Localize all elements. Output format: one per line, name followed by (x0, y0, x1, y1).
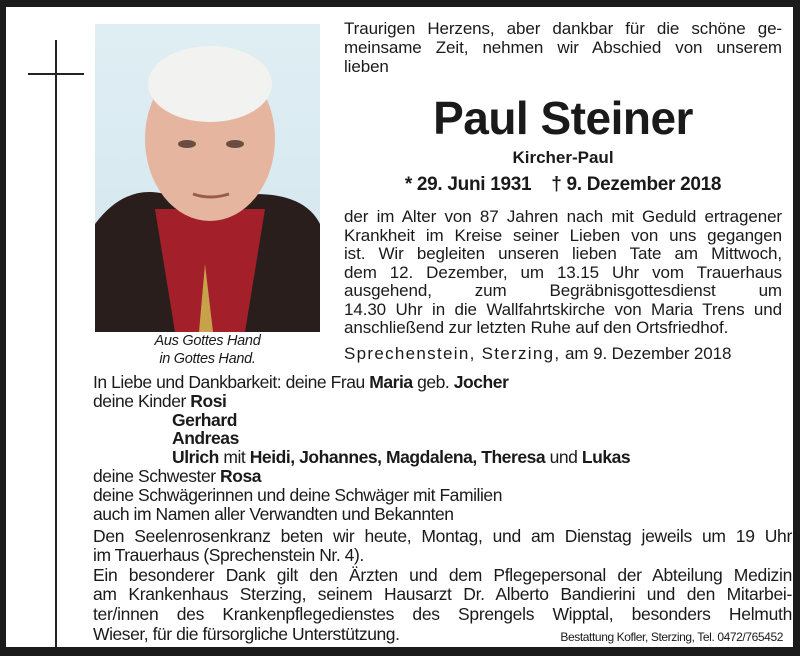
obituary-notice (6, 7, 793, 647)
family-line (93, 391, 226, 412)
text: und (545, 447, 582, 467)
grandchildren-names: Heidi, Johannes, Magdalena, Theresa (249, 447, 546, 467)
body-line: 14.30 Uhr in die Wallfahrtskirche von Maria Trens und (344, 300, 782, 319)
family-line (172, 428, 239, 449)
caption-line: in Gottes Hand. (159, 351, 256, 367)
body-line: anschließend zur letzten Ruhe auf den Ortsfriedhof. (344, 318, 729, 337)
family-line: auch im Namen aller Verwandten und Bekannten (93, 504, 454, 524)
text: deine Schwester (93, 466, 221, 486)
child-name: Andreas (172, 428, 239, 448)
child-name: Gerhard (172, 410, 237, 430)
family-line (93, 372, 508, 393)
body-line: der im Alter von 87 Jahren nach mit Geduld ertragener (344, 207, 782, 226)
body-line: dem 12. Dezember, um 13.15 Uhr vom Trauerhaus (344, 263, 782, 282)
date: am 9. Dezember 2018 (565, 344, 732, 363)
family-line (172, 447, 630, 468)
text: deine Kinder (93, 391, 191, 411)
place-date (344, 344, 782, 364)
intro-line: Traurigen Herzens, aber dankbar für die schöne ge- (344, 19, 782, 38)
thanks-line: am Krankenhaus Sterzing, seinem Hausarzt Dr. Alberto Bandierini und den Mitarbei- (93, 584, 792, 604)
undertaker-contact: Bestattung Kofler, Sterzing, Tel. 0472/765452 (560, 630, 783, 644)
rosary-line: Den Seelenrosenkranz beten wir heute, Montag, und am Dienstag jeweils um 19 Uhr (93, 526, 792, 546)
place: Sprechenstein, Sterzing, (344, 344, 561, 363)
birth-date: * 29. Juni 1931 (404, 174, 532, 195)
text: geb. (412, 372, 454, 392)
child-name: Ulrich (172, 447, 219, 467)
thanks-line: ter/innen des Krankenpflegedienstes des Sprengels Wipptal, besonders Helmuth (93, 604, 792, 624)
body-line: ist. Wir begleiten unseren lieben Tate am Mittwoch, (344, 244, 782, 263)
sister-name: Rosa (220, 466, 262, 486)
thanks-line: Wieser, für die fürsorgliche Unterstützung. (93, 624, 400, 644)
caption-line: Aus Gottes Hand (154, 333, 261, 349)
cross-icon (55, 40, 57, 647)
rosary-line: im Trauerhaus (Sprechenstein Nr. 4). (93, 545, 364, 565)
life-dates (344, 174, 782, 196)
intro-line: lieben (344, 57, 389, 76)
grandchild-name: Lukas (581, 447, 631, 467)
deceased-name: Paul Steiner (433, 92, 693, 144)
intro-line: meinsame Zeit, nehmen wir Abschied von unserem (344, 38, 782, 57)
wife-name: Maria (369, 372, 413, 392)
text: In Liebe und Dankbarkeit: deine Frau (93, 372, 370, 392)
body-line: Krankheit im Kreise seiner Lieben von uns gegangen (344, 226, 782, 245)
death-date: † 9. Dezember 2018 (551, 174, 722, 195)
maiden-name: Jocher (453, 372, 509, 392)
body-line: ausgehend, zum Begräbnisgottesdienst um (344, 281, 782, 300)
child-name: Rosi (190, 391, 227, 411)
family-line: deine Schwägerinnen und deine Schwäger mit Familien (93, 485, 502, 505)
thanks-line: Ein besonderer Dank gilt den Ärzten und dem Pflegepersonal der Abteilung Medizin (93, 565, 792, 585)
family-line (93, 466, 261, 487)
text: mit (218, 447, 250, 467)
portrait-photo (95, 24, 320, 332)
cross-icon-bar (28, 73, 84, 75)
nickname: Kircher-Paul (512, 148, 614, 167)
